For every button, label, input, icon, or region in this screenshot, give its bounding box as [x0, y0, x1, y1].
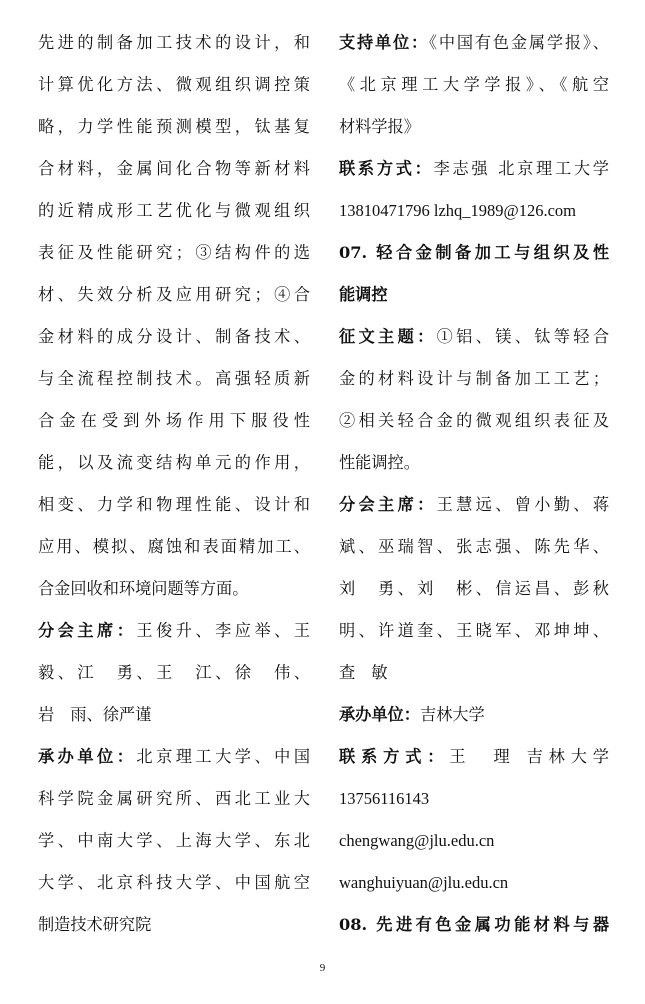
- section-07-title: 能调控: [339, 285, 388, 304]
- left-column: [38, 22, 310, 946]
- chair-line: 刘 勇、刘 彬、信运昌、彭秋: [339, 579, 609, 598]
- host-text: 吉林大学: [419, 705, 485, 724]
- body-line: 略，力学性能预测模型，钛基复: [38, 117, 310, 136]
- body-line: 相变、力学和物理性能、设计和: [38, 495, 310, 514]
- chair-line: 斌、巫瑞智、张志强、陈先华、: [339, 537, 609, 556]
- topic-line: ②相关轻合金的微观组织表征及: [339, 411, 609, 430]
- right-column: [339, 22, 609, 946]
- chair-line: [339, 484, 609, 526]
- contact-line: [339, 736, 609, 778]
- chair-line: 查 敏: [339, 663, 388, 682]
- topic-line: 性能调控。: [339, 453, 420, 472]
- body-line: 合材料，金属间化合物等新材料: [38, 159, 310, 178]
- chair-line: 岩 雨、徐严谨: [38, 705, 152, 724]
- chair-names: 王慧远、曾小勤、蒋: [436, 495, 609, 514]
- contact-label: 联系方式：: [339, 159, 434, 178]
- host-line: 科学院金属研究所、西北工业大: [38, 789, 310, 808]
- body-line: 的近精成形工艺优化与微观组织: [38, 201, 310, 220]
- chair-line: 毅、江 勇、王 江、徐 伟、: [38, 663, 310, 682]
- chair-label: 分会主席：: [339, 495, 437, 514]
- support-text: 《中国有色金属学报》、: [429, 33, 609, 52]
- host-line: 大学、北京科技大学、中国航空: [38, 873, 310, 892]
- contact-line: 13810471796 lzhq_1989@126.com: [339, 201, 577, 220]
- host-line: 学、中南大学、上海大学、东北: [38, 831, 310, 850]
- chair-line: [38, 610, 310, 652]
- topic-label: 征文主题：: [339, 327, 437, 346]
- support-line: [339, 22, 609, 64]
- contact-text: 王 理 吉林大学: [449, 747, 609, 766]
- support-line: 《北京理工大学学报》、《航空: [339, 75, 609, 94]
- body-line: 应用、模拟、腐蚀和表面精加工、: [38, 537, 310, 556]
- body-line: 金材料的成分设计、制备技术、: [38, 327, 310, 346]
- support-line: 材料学报》: [339, 117, 420, 136]
- body-line: 材、失效分析及应用研究；④合: [38, 285, 310, 304]
- host-line: [38, 736, 310, 778]
- support-label: 支持单位：: [339, 33, 429, 52]
- contact-label: 联系方式：: [339, 747, 450, 766]
- contact-line: [339, 148, 609, 190]
- section-08-title: 08. 先进有色金属功能材料与器: [339, 915, 609, 934]
- body-line: 先进的制备加工技术的设计，和: [38, 33, 310, 52]
- chair-label: 分会主席：: [38, 621, 137, 640]
- host-names: 北京理工大学、中国: [136, 747, 310, 766]
- body-line: 能，以及流变结构单元的作用，: [38, 453, 310, 472]
- topic-line: 金的材料设计与制备加工工艺；: [339, 369, 609, 388]
- section-07-title: 07. 轻合金制备加工与组织及性: [339, 243, 609, 262]
- contact-text: 李志强 北京理工大学: [433, 159, 609, 178]
- host-label: 承办单位：: [38, 747, 137, 766]
- page-number: 9: [319, 962, 326, 974]
- body-line: 合金回收和环境问题等方面。: [38, 579, 249, 598]
- email-address: chengwang@jlu.edu.cn: [339, 831, 495, 850]
- phone-number: 13756116143: [339, 789, 430, 808]
- email-address: wanghuiyuan@jlu.edu.cn: [339, 873, 509, 892]
- body-line: 与全流程控制技术。高强轻质新: [38, 369, 310, 388]
- topic-text: ①铝、镁、钛等轻合: [436, 327, 609, 346]
- topic-line: [339, 316, 609, 358]
- body-line: 计算优化方法、微观组织调控策: [38, 75, 310, 94]
- host-line: [339, 694, 609, 736]
- body-line: 合金在受到外场作用下服役性: [38, 411, 310, 430]
- host-line: 制造技术研究院: [38, 915, 152, 934]
- host-label: 承办单位：: [339, 705, 420, 724]
- chair-names: 王俊升、李应举、王: [136, 621, 310, 640]
- body-line: 表征及性能研究；③结构件的选: [38, 243, 310, 262]
- chair-line: 明、许道奎、王晓军、邓坤坤、: [339, 621, 609, 640]
